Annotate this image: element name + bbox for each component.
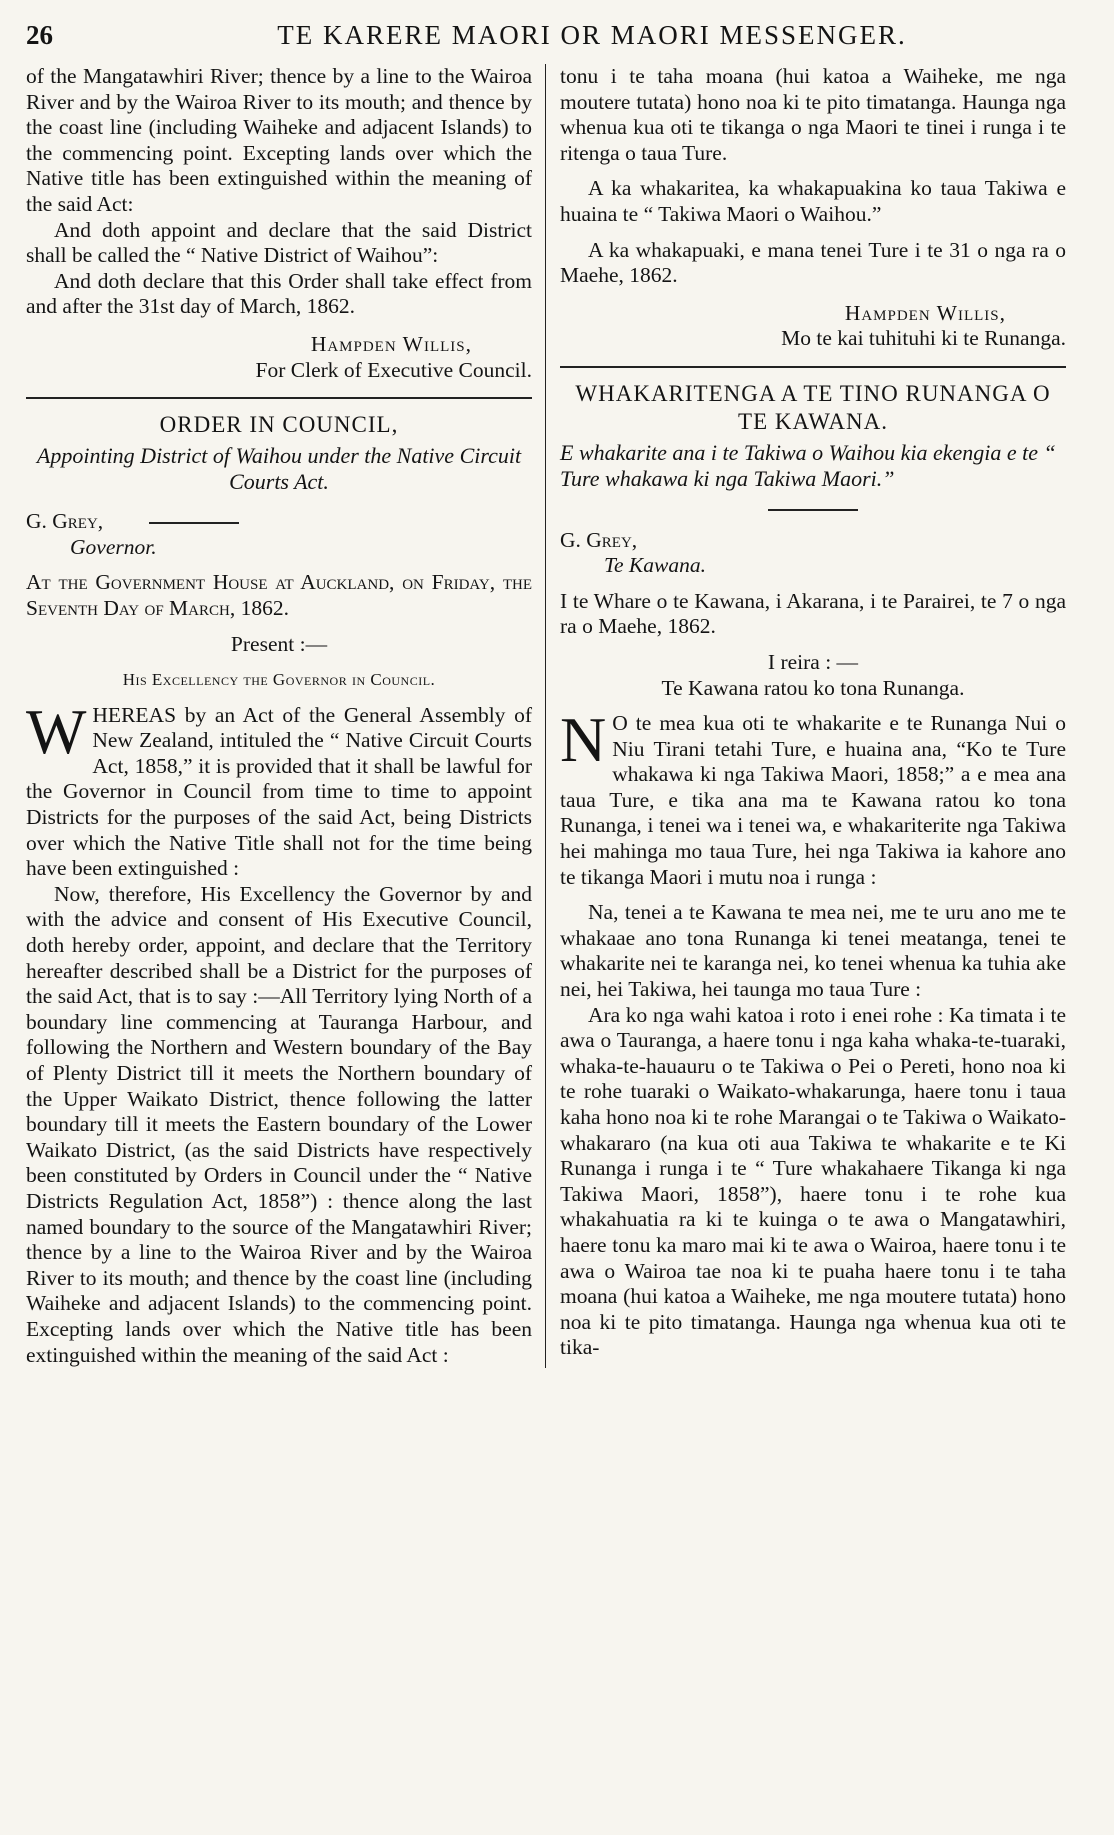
mana-paragraph: A ka whakapuaki, e mana tenei Ture i te 31 o nga ra o Maehe, 1862.	[560, 237, 1066, 288]
order-title-maori: WHAKARITENGA A TE TINO RUNANGA O TE KAWANA.	[575, 380, 1051, 434]
drop-cap: W	[26, 695, 87, 767]
governor-role: Governor.	[70, 534, 157, 559]
drop-cap-maori: N	[560, 704, 607, 776]
short-rule-row	[560, 496, 1066, 522]
continued-paragraph: of the Mangatawhiri River; thence by a line to the Wairoa River and by the Wairoa River to its mouth; and thence by the coast line (including Waiheke and adjacent Islands) to the commencing point. Excepting lands over which the Native title has been extinguished within the meaning of the said Act:	[26, 64, 532, 216]
maori-column	[546, 64, 1066, 1368]
signature-name: Hampden Willis,	[310, 331, 472, 356]
na-tenei-paragraph: Na, tenei a te Kawana te mea nei, me te uru ano me te whakaae ano tona Runanga ki tenei meatanga, tenei te whakarite nei te karanga nei, ko tenei whenua ka tuhia ake nei, hei Takiwa, hei taunga mo taua Ture :	[560, 900, 1066, 1002]
governor-role-maori: Te Kawana.	[604, 553, 706, 578]
governor-name-text: G. Grey,	[26, 509, 104, 534]
no-te-mea-text: O te mea kua oti te whakarite e te Runanga Nui o Niu Tirani tetahi Ture, e huaina ana, “Ko te Ture whakawa ki nga Takiwa Maori, 1858;” a e mea ana taua Ture, e tika ana ma te Kawana ratou ko tona Runanga, i tenei wa i tenei wa, e whakariterite nga Takiwa hei mahinga mo taua Ture, hei nga Takiwa ia kahore ano te tikanga Maori i mutu noa i runga :	[560, 711, 1066, 889]
continued-paragraph-maori: tonu i te taha moana (hui katoa a Waiheke, me nga moutere tutata) hono noa ki te pito timatanga. Haunga nga whenua kua oti te tikanga o nga Maori te tinei i runga i te ritenga o taua Ture.	[560, 64, 1066, 165]
english-column	[26, 64, 546, 1368]
newspaper-title: TE KARERE MAORI OR MAORI MESSENGER.	[277, 20, 907, 50]
short-rule-maori	[768, 509, 858, 511]
page-number: 26	[26, 20, 53, 50]
order-subtitle-maori: E whakarite ana i te Takiwa o Waihou kia ekengia e te “ Ture whakawa ki nga Takiwa Maori.”	[560, 439, 1056, 491]
present-line-maori: I reira : —	[767, 649, 859, 674]
short-rule	[149, 522, 239, 524]
signature-role: For Clerk of Executive Council.	[255, 357, 532, 382]
no-te-mea-paragraph	[560, 704, 1066, 890]
governor-name	[26, 509, 532, 535]
whereas-text: HEREAS by an Act of the General Assembly of New Zealand, intituled the “ Native Circuit Courts Act, 1858,” it is provided that it shall be lawful for the Governor in Council from time to time to appoint Districts for the purposes of the said Act, being Districts over which the Native Title shall not for the time being have been extinguished :	[26, 702, 532, 881]
signature-name-maori: Hampden Willis,	[844, 300, 1006, 325]
in-council-line: His Excellency the Governor in Council.	[122, 670, 436, 690]
now-therefore-paragraph: Now, therefore, His Excellency the Governor by and with the advice and consent of His Executive Council, doth hereby order, appoint, and declare that the Territory hereafter described shall be a District for the purposes of the said Act, that is to say :—All Territory lying North of a boundary line commencing at Tauranga Harbour, and following the Northern and Western boundary of the Bay of Plenty District till it meets the Northern boundary of the Upper Waikato District, thence following the latter boundary till it meets the Eastern boundary of the Lower Waikato District, (as the said Districts have respectively been constituted by Orders in Council under the “ Native Districts Regulation Act, 1858”) : thence along the last named boundary to the source of the Mangatawhiri River; thence by a line to the Wairoa River and by the Wairoa River to its mouth; and thence by the coast line (including Waiheke and adjacent Islands) to the commencing point. Excepting lands over which the Native title has been extinguished within the meaning of the said Act :	[26, 881, 532, 1367]
whereas-paragraph	[26, 695, 532, 882]
present-line: Present :—	[230, 631, 328, 656]
section-divider-maori	[560, 366, 1066, 368]
columns	[26, 64, 1088, 1368]
governor-name-maori: G. Grey,	[560, 527, 638, 552]
signature-role-maori: Mo te kai tuhituhi ki te Runanga.	[781, 326, 1066, 351]
appoint-paragraph: And doth appoint and declare that the said District shall be called the “ Native District of Waihou”:	[26, 217, 532, 268]
signature-block-maori	[560, 301, 1066, 352]
signature-block	[26, 332, 532, 383]
order-subtitle: Appointing District of Waihou under the Native Circuit Courts Act.	[36, 443, 522, 495]
effect-paragraph: And doth declare that this Order shall take effect from and after the 31st day of March, 1862.	[26, 268, 532, 319]
government-house-line: At the Government House at Auckland, on Friday, the Seventh Day of March, 1862.	[26, 570, 532, 620]
whakarite-paragraph: A ka whakaritea, ka whakapuakina ko taua Takiwa e huaina te “ Takiwa Maori o Waihou.”	[560, 176, 1066, 226]
section-divider	[26, 397, 532, 399]
ara-paragraph: Ara ko nga wahi katoa i roto i enei rohe : Ka timata i te awa o Tauranga, a haere tonu i nga kaha whaka-te-tuaraki, whaka-te-hauauru o te Takiwa o Pei o Pereti, hono noa ki te rohe tuaraki o Waikato-whakarunga, haere tonu i taua kaha hono noa ki te rohe Marangai o te Takiwa o Waikato-whakararo (na kua oti aua Takiwa te whakarite e te Ki Runanga i runga i te “ Ture whakahaere Tikanga ki nga Takiwa Maori, 1858”), haere tonu i te rohe kua whakahuatia ra ki te kuinga o te awa o Mangatawhiri, haere tonu ka maro mai ki te awa o Wairoa, haere tonu i te awa o Wairoa tae noa ki te puaha haere tonu i te taha moana (hui katoa a Waiheke, me nga moutere tutata) hono noa ki te pito timatanga. Haunga nga whenua kua oti te tika-	[560, 1002, 1066, 1360]
in-council-line-maori: Te Kawana ratou ko tona Runanga.	[661, 675, 965, 700]
order-title: ORDER IN COUNCIL,	[159, 412, 399, 438]
whare-line: I te Whare o te Kawana, i Akarana, i te Parairei, te 7 o nga ra o Maehe, 1862.	[560, 588, 1066, 639]
page-header	[26, 20, 1088, 64]
